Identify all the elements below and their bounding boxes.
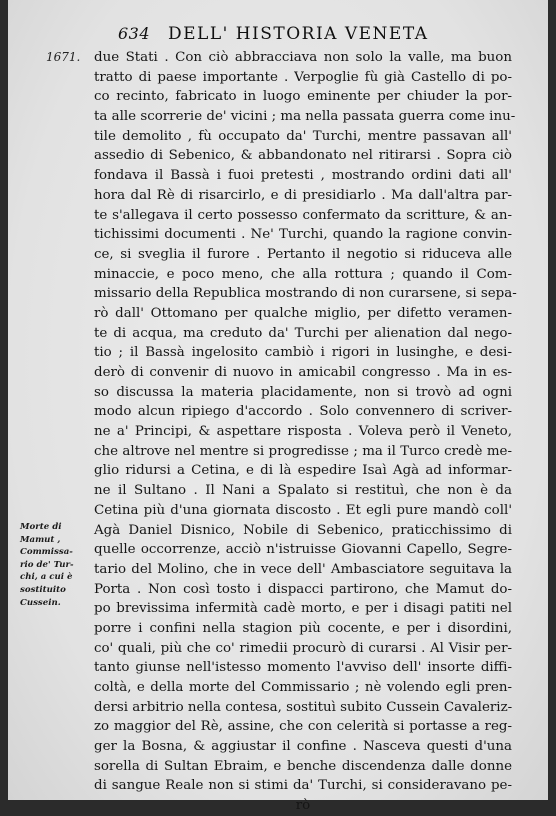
text-line: modo alcun ripiego d'accordo . Solo convennero di scriver-: [94, 404, 512, 420]
sidenote-line: Mamut ,: [20, 534, 61, 545]
text-line: tichissimi documenti . Ne' Turchi, quando la ragione convin-: [94, 227, 512, 243]
text-line: porre i confini nella stagion più cocente, e per i disordini,: [94, 620, 512, 636]
sidenote-line: chi, a cui è: [20, 572, 73, 583]
text-line: co' quali, più che co' rimedii procurò di curarsi . Al Visir per-: [94, 640, 512, 656]
text-line: fondava il Bassà i fuoi pretesti , mostrando ordini dati all': [94, 168, 512, 184]
text-line: hora dal Rè di risarcirlo, e di presidiarlo . Ma dall'altra par-: [94, 187, 512, 203]
text-line: quelle occorrenze, acciò n'istruisse Giovanni Capello, Segre-: [94, 542, 512, 558]
text-line: so discussa la materia placidamente, non si trovò ad ogni: [94, 384, 512, 400]
text-line: ta alle scorrerie de' vicini ; ma nella passata guerra come inu-: [94, 109, 516, 125]
text-line: derò di convenir di nuovo in amicabil congresso . Ma in es-: [94, 365, 512, 380]
text-line: co recinto, fabricato in luogo eminente per chiuder la por-: [94, 89, 512, 105]
text-line: te di acqua, ma creduto da' Turchi per alienation dal nego-: [94, 325, 512, 341]
text-line: dersi arbitrio nella contesa, sostituì subito Cussein Cavaleriz-: [94, 699, 513, 715]
text-line: ger la Bosna, & aggiustar il confine . Nasceva questi d'una: [94, 739, 512, 755]
text-line: di sangue Reale non si stimi da' Turchi, si consideravano pe-: [94, 778, 512, 794]
text-line: ne il Sultano . Il Nani a Spalato si restituì, che non è da: [94, 483, 512, 499]
text-line: assedio di Sebenico, & abbandonato nel ritirarsi . Sopra ciò: [94, 148, 512, 164]
text-line: Agà Daniel Disnico, Nobile di Sebenico, praticchissimo di: [94, 522, 512, 538]
text-line: Cetina più d'una giornata discosto . Et egli pure mandò coll': [94, 502, 512, 518]
page-header: [8, 24, 548, 48]
sidenote-line: Cussein.: [20, 597, 61, 608]
text-line: zo maggior del Rè, assine, che con celerità si portasse a reg-: [94, 719, 512, 735]
text-line: glio ridursi a Cetina, e di là espedire Isaì Agà ad informar-: [94, 463, 512, 479]
text-line: che altrove nel mentre si progredisse ; ma il Turco credè me-: [94, 443, 512, 459]
text-line: due Stati . Con ciò abbracciava non solo la valle, ma buon: [94, 50, 512, 65]
running-head: DELL' HISTORIA VENETA: [168, 24, 429, 44]
text-line: tratto di paese importante . Verpoglie fù già Castello di po-: [94, 69, 512, 85]
text-line: rò dall' Ottomano per qualche miglio, per difetto veramen-: [94, 305, 512, 321]
book-page: [8, 0, 548, 814]
margin-year: 1671.: [46, 50, 81, 64]
sidenote-line: rio de' Tur-: [20, 559, 74, 570]
text-line: minaccie, e poco meno, che alla rottura ; quando il Com-: [94, 266, 512, 282]
text-line: tile demolito , fù occupato da' Turchi, mentre passavan all': [94, 128, 512, 144]
text-line: sorella di Sultan Ebraim, e benche discendenza dalle donne: [94, 758, 512, 774]
text-line: te s'allegava il certo possesso confermato da scritture, & an-: [94, 207, 512, 223]
page-number: 634: [118, 24, 151, 43]
text-line: coltà, e della morte del Commissario ; nè volendo egli pren-: [94, 680, 512, 695]
sidenote-line: Commissa-: [20, 547, 73, 558]
sidenote-line: sostituito: [20, 584, 66, 595]
margin-sidenote: [20, 521, 98, 609]
text-line: missario della Republica mostrando di non curarsene, si sepa-: [94, 286, 517, 302]
text-line: Porta . Non così tosto i dispacci partirono, che Mamut do-: [94, 581, 512, 597]
sidenote-line: Morte di: [20, 522, 62, 532]
text-line: tanto giunse nell'istesso momento l'avviso dell' insorte diffi-: [94, 660, 512, 676]
text-line: po brevissima infermità cadè morto, e per i disagi patiti nel: [94, 601, 512, 617]
text-line: tio ; il Bassà ingelosito cambiò i rigori in lusinghe, e desi-: [94, 345, 512, 361]
text-line: ne a' Principi, & aspettare risposta . Voleva però il Veneto,: [94, 424, 512, 440]
text-line: ce, si sveglia il furore . Pertanto il negotio si riduceva alle: [94, 246, 512, 262]
text-line: tario del Molino, che in vece dell' Ambasciatore seguitava la: [94, 561, 512, 577]
text-line: rò: [295, 798, 311, 814]
body-text: [94, 48, 517, 816]
